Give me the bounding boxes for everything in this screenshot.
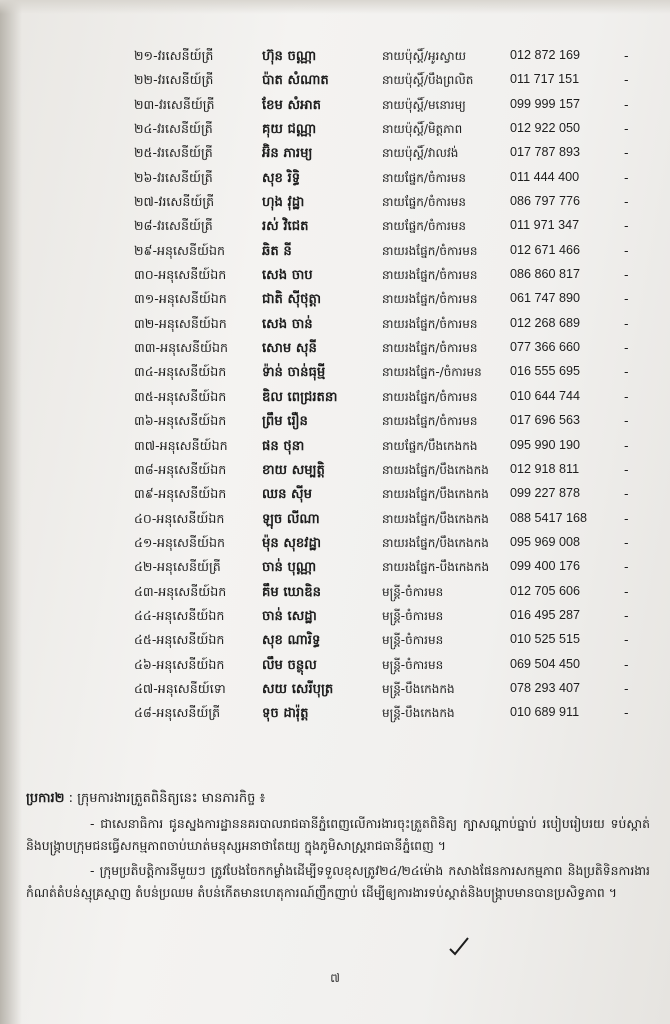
roster-number: ៤២-: [134, 559, 157, 575]
roster-name: គុយ ជណ្ណា: [262, 122, 317, 138]
roster-name: ខាយ សម្បត្តិ: [262, 462, 325, 478]
roster-rank: អនុសេនីយ៍ទោ: [157, 680, 226, 696]
roster-phone: 012 671 466: [510, 242, 581, 257]
roster-rank: អនុសេនីយ៍ឯក: [158, 388, 227, 404]
roster-number: ២៩-: [134, 242, 157, 258]
roster-number: ២៤-: [134, 121, 157, 137]
roster-rank: អនុសេនីយ៍ឯក: [158, 267, 227, 283]
roster-phone: 010 525 515: [510, 632, 581, 647]
roster-row: [0, 582, 670, 606]
roster-phone: 011 717 151: [510, 72, 580, 87]
roster-number: ២៣-: [134, 96, 159, 112]
roster-note: -: [624, 291, 629, 307]
roster-role: នាយរងផ្នែក/ចំការមន: [382, 268, 478, 283]
roster-number-rank: [134, 48, 213, 67]
roster-row: [0, 630, 670, 654]
roster-name: សុខ ណារិទ្ធ: [262, 633, 321, 649]
roster-role: នាយប៉ុស្តិ៍/បឹងព្រលិត: [382, 73, 474, 88]
roster-name: ហុង វុដ្ឋា: [262, 195, 305, 211]
roster-name: សុខ រិទ្ធិ: [262, 170, 301, 186]
roster-role: នាយរងផ្នែក/បឹងកេងកង: [382, 511, 489, 526]
roster-role: នាយរងផ្នែក/ចំការមន: [382, 341, 478, 356]
roster-number-rank: [134, 194, 214, 213]
roster-rank: អនុសេនីយ៍ត្រី: [156, 705, 221, 721]
roster-role: មន្ត្រី-ចំការមន: [382, 608, 444, 623]
roster-note: -: [624, 315, 629, 331]
roster-number-rank: [134, 364, 226, 383]
roster-phone: 012 922 050: [510, 121, 581, 136]
roster-number: ២១-: [134, 48, 158, 63]
roster-number: ៤៣-: [134, 583, 159, 599]
roster-name: គឹម ឃោឌិន: [262, 584, 322, 600]
roster-number: ៤៦-: [134, 656, 157, 672]
roster-row: [0, 484, 670, 508]
roster-number: ៣៩-: [134, 486, 159, 502]
article-paragraph-2: - ក្រុមប្រតិបត្តិការនីមួយៗ ត្រូវបែងចែកកម្លាំងដើម្បីទទួលខុសត្រូវ២៤/២៤ម៉ោង កសាងផែនការសកម្មភាព និងប្រតិទិនការងារ កំណត់តំបន់ស្មុគ្រស្មាញ តំបន់ប្រឈម តំបន់កើតមានហេតុការណ៍ញឹកញាប់ ដើម្បីឲ្យការងារទប់ស្កាត់និងបង្ក្រាបមានបានប្រសិទ្ធភាព ។: [26, 863, 650, 900]
roster-phone: 012 268 689: [510, 315, 581, 330]
roster-row: [0, 703, 670, 727]
roster-phone: 069 504 450: [510, 656, 581, 671]
roster-number-rank: [134, 608, 224, 627]
roster-role: នាយរងផ្នែក/ចំការមន: [382, 389, 478, 404]
roster-role: នាយប៉ុស្តិ៍/វាលវង់: [382, 146, 459, 161]
roster-rank: អនុសេនីយ៍ឯក: [158, 486, 227, 502]
roster-number-rank: [134, 121, 213, 140]
article-heading-text: ក្រុមការងារត្រួតពិនិត្យនេះ មានភារកិច្ច ៖: [77, 791, 266, 806]
roster-name: សេង ចាន់: [262, 316, 313, 332]
roster-phone: 016 555 695: [510, 364, 581, 379]
roster-name: ទុច ដារ៉ុត្ត: [262, 706, 309, 722]
roster-rank: វរសេនីយ៍ត្រី: [157, 48, 214, 63]
roster-note: -: [624, 96, 629, 112]
roster-row: [0, 241, 670, 265]
roster-number-rank: [134, 438, 228, 457]
roster-phone: 099 400 176: [510, 559, 581, 574]
roster-role: នាយប៉ុស្តិ៍/មិត្តភាព: [382, 122, 463, 137]
roster-number-rank: [134, 316, 227, 335]
roster-role: នាយផ្នែក/ចំការមន: [382, 219, 467, 234]
roster-note: -: [624, 218, 629, 234]
article-label: ប្រការ២: [26, 791, 65, 806]
roster-number-rank: [134, 243, 225, 262]
roster-role: នាយប៉ុស្តិ៍/មនោរម្យ: [382, 97, 466, 112]
roster-note: -: [624, 340, 629, 356]
roster-number: ២៧-: [134, 194, 159, 210]
roster-row: [0, 119, 670, 143]
roster-row: [0, 387, 670, 411]
roster-role: នាយរងផ្នែក/បឹងកេងកង: [382, 487, 489, 502]
roster-number: ៣១-: [134, 291, 159, 307]
roster-number: ៤៤-: [134, 607, 157, 623]
roster-number: ៣៨-: [134, 461, 159, 477]
roster-row: [0, 289, 670, 313]
roster-rank: អនុសេនីយ៍ឯក: [156, 632, 225, 648]
roster-rank: អនុសេនីយ៍ឯក: [156, 656, 225, 672]
roster-phone: 012 918 811: [510, 461, 580, 476]
roster-rank: អនុសេនីយ៍ឯក: [158, 413, 227, 429]
roster-row: [0, 70, 670, 94]
roster-number: ៣៤-: [134, 364, 159, 380]
roster-number-rank: [134, 340, 228, 359]
roster-rank: អនុសេនីយ៍ឯក: [158, 364, 227, 380]
roster-phone: 011 444 400: [510, 169, 580, 184]
page-number: ៧: [330, 971, 340, 985]
roster-row: [0, 362, 670, 386]
roster-rank: អនុសេនីយ៍ឯក: [157, 534, 225, 550]
roster-name: ម៉ុន សុខវដ្ឋា: [262, 535, 322, 551]
roster-note: -: [624, 705, 629, 721]
roster-note: -: [624, 461, 629, 477]
roster-row: [0, 95, 670, 119]
roster-name: ទ៉ាន់ ចាន់ធុម្មី: [262, 365, 326, 381]
roster-name: ឡុច លីណា: [262, 511, 320, 527]
roster-role: នាយផ្នែក/ចំការមន: [382, 170, 467, 185]
roster-number: ៣៧-: [134, 437, 160, 453]
roster-rank: អនុសេនីយ៍ឯក: [160, 340, 229, 356]
roster-name: អ៊ិន ភារម្យ: [262, 146, 313, 162]
roster-number: ៣០-: [134, 267, 159, 283]
roster-rank: វរសេនីយ៍ត្រី: [157, 72, 214, 88]
roster-role: មន្ត្រី-ចំការមន: [382, 657, 444, 672]
roster-number-rank: [134, 535, 225, 554]
roster-phone: 086 860 817: [510, 267, 581, 282]
roster-number: ៤៥-: [134, 632, 157, 648]
roster-phone: 095 990 190: [510, 437, 581, 452]
roster-number: ៣៦-: [134, 413, 159, 429]
roster-name: លឹម ចន្ថុល: [262, 657, 317, 673]
roster-row: [0, 265, 670, 289]
roster-name: សោម សុនី: [262, 341, 317, 357]
roster-name: ប៉ាត សំណាត: [262, 73, 329, 89]
roster-phone: 016 495 287: [510, 607, 581, 622]
roster-name: ហ៊ុន ចណ្ណា: [262, 49, 317, 64]
roster-phone: 012 872 169: [510, 48, 581, 62]
roster-row: [0, 143, 670, 167]
roster-rank: វរសេនីយ៍ត្រី: [157, 169, 213, 185]
roster-phone: 078 293 407: [510, 680, 581, 695]
roster-phone: 077 366 660: [510, 340, 581, 355]
roster-role: នាយរងផ្នែក/ចំការមន: [382, 243, 478, 258]
roster-row: [0, 655, 670, 679]
roster-name: ឌិល ពេជ្ររតនា: [262, 389, 338, 405]
roster-number-rank: [134, 559, 221, 578]
roster-number-rank: [134, 462, 226, 481]
roster-role: នាយរងផ្នែក/បឹងកេងកង: [382, 462, 489, 477]
roster-row: [0, 192, 670, 216]
article-paragraph-1: - ជាសេនាធិការ ជូនស្នងការដ្ឋាននគរបាលរាជធានីភ្នំពេញលើការងារចុះត្រួតពិនិត្យ ក្បាសណ្តាប់ធ្នាប់ របៀបរៀបរយ ទប់ស្កាត់និងបង្ក្រាបក្រុមជនធ្វើសកម្មភាពចាប់ឃាត់មនុស្សអនាថាតែយ្យ ក្នុងភូមិសាស្ត្ររាជធានីភ្នំពេញ ។: [26, 816, 650, 853]
roster-role: នាយប៉ុស្តិ៍/អូរស្វាយ: [382, 49, 467, 63]
roster-row: [0, 557, 670, 581]
roster-row: [0, 411, 670, 435]
roster-note: -: [624, 437, 629, 453]
roster-number-rank: [134, 486, 226, 505]
roster-rank: អនុសេនីយ៍ឯក: [157, 242, 225, 258]
roster-number-rank: [134, 97, 215, 116]
roster-number: ៣៣-: [134, 340, 161, 356]
roster-name: រស់ វិជេត: [262, 219, 309, 235]
roster-name: ជាតិ ស៊ីថុត្តា: [262, 292, 322, 308]
roster-phone: 086 797 776: [510, 194, 581, 209]
roster-number: ២៨-: [134, 218, 157, 234]
roster-note: -: [624, 486, 629, 502]
roster-role: មន្ត្រី-ចំការមន: [382, 584, 444, 599]
roster-name: ខែម សំអាត: [262, 97, 322, 113]
roster-name: ឆិត នី: [262, 243, 292, 259]
roster-number: ៤០-: [134, 510, 157, 526]
roster-number-rank: [134, 389, 226, 408]
roster-note: -: [624, 583, 629, 599]
roster-row: [0, 216, 670, 240]
roster-number: ២២-: [134, 72, 158, 88]
roster-number-rank: [134, 632, 224, 651]
roster-role: នាយរងផ្នែក/ចំការមន: [382, 292, 478, 307]
roster-role: មន្ត្រី-បឹងកេងកង: [382, 706, 455, 721]
roster-name: ចាន់ បុណ្ណា: [262, 560, 317, 576]
roster-note: -: [624, 632, 629, 648]
roster-note: -: [624, 364, 629, 380]
roster-role: នាយរងផ្នែក/ចំការមន: [382, 414, 478, 429]
article-2-section: [26, 790, 650, 903]
roster-phone: 017 696 563: [510, 413, 581, 428]
roster-row: [0, 533, 670, 557]
roster-phone: 010 689 911: [510, 705, 580, 720]
roster-number-rank: [134, 511, 224, 530]
roster-row: [0, 679, 670, 703]
roster-number-rank: [134, 72, 213, 91]
roster-note: -: [624, 72, 629, 88]
roster-row: [0, 314, 670, 338]
roster-number-rank: [134, 681, 226, 700]
roster-number: ២៦-: [134, 169, 157, 185]
roster-name: ព្រឹម រឿន: [262, 414, 308, 430]
roster-rank: វរសេនីយ៍ត្រី: [157, 218, 213, 234]
roster-row: [0, 606, 670, 630]
roster-rank: វរសេនីយ៍ត្រី: [157, 121, 213, 137]
roster-number-rank: [134, 584, 226, 603]
roster-phone: 099 227 878: [510, 486, 581, 501]
roster-note: -: [624, 510, 629, 526]
roster-note: -: [624, 607, 629, 623]
roster-rank: អនុសេនីយ៍ឯក: [158, 583, 227, 599]
roster-note: -: [624, 242, 629, 258]
roster-rank: អនុសេនីយ៍ឯក: [156, 510, 225, 526]
roster-rank: អនុសេនីយ៍ត្រី: [157, 559, 221, 575]
roster-row: [0, 436, 670, 460]
roster-rank: អនុសេនីយ៍ឯក: [158, 315, 227, 331]
roster-note: -: [624, 48, 629, 63]
roster-number-rank: [134, 705, 220, 724]
roster-role: នាយផ្នែក/ចំការមន: [382, 195, 467, 210]
page-top-edge: [0, 0, 670, 14]
roster-number-rank: [134, 218, 213, 237]
roster-row: [0, 460, 670, 484]
roster-note: -: [624, 680, 629, 696]
roster-role: មន្ត្រី-បឹងកេងកង: [382, 681, 455, 696]
roster-note: -: [624, 194, 629, 210]
article-separator: :: [68, 791, 73, 806]
roster-note: -: [624, 388, 629, 404]
roster-rank: អនុសេនីយ៍ឯក: [156, 607, 225, 623]
roster-name: សយ សេរីបុត្រ: [262, 681, 334, 697]
roster-number-rank: [134, 657, 224, 676]
roster-role: នាយរងផ្នែក-បឹងកេងកង: [382, 560, 490, 575]
roster-note: -: [624, 413, 629, 429]
roster-role: នាយរងផ្នែក/បឹងកេងកង: [382, 535, 489, 550]
roster-rank: អនុសេនីយ៍ឯក: [158, 291, 227, 307]
roster-phone: 061 747 890: [510, 291, 581, 306]
roster-phone: 012 705 606: [510, 583, 581, 598]
roster-number-rank: [134, 170, 213, 189]
roster-number: ៣៥-: [134, 388, 159, 404]
roster-row: [0, 46, 670, 70]
roster-name: ឈន ស៊ីម: [262, 487, 312, 503]
roster-note: -: [624, 145, 629, 161]
officer-roster: [0, 46, 670, 728]
roster-role: នាយរងផ្នែក-/ចំការមន: [382, 365, 482, 380]
roster-role: នាយផ្នែក/បឹងកេងកង: [382, 438, 478, 453]
roster-row: [0, 338, 670, 362]
roster-note: -: [624, 559, 629, 575]
roster-role: នាយរងផ្នែក/ចំការមន: [382, 316, 478, 331]
roster-number: ៤៨-: [134, 705, 157, 721]
roster-note: -: [624, 534, 629, 550]
roster-phone: 010 644 744: [510, 388, 581, 403]
roster-note: -: [624, 656, 629, 672]
roster-name: សេង ចាប: [262, 268, 313, 284]
roster-name: ចាន់ សេដ្ឋា: [262, 608, 317, 624]
roster-phone: 017 787 893: [510, 145, 581, 160]
roster-rank: អនុសេនីយ៍ឯក: [159, 437, 228, 453]
roster-rank: វរសេនីយ៍ត្រី: [158, 194, 215, 210]
roster-row: [0, 168, 670, 192]
roster-note: -: [624, 267, 629, 283]
handwritten-tick-mark: [448, 935, 470, 957]
roster-rank: វរសេនីយ៍ត្រី: [157, 145, 213, 161]
roster-number-rank: [134, 145, 213, 164]
roster-number: ៤១-: [134, 534, 157, 550]
roster-phone: 088 5417 168: [510, 510, 588, 525]
roster-number: ២៥-: [134, 145, 157, 161]
roster-phone: 095 969 008: [510, 534, 581, 549]
roster-note: -: [624, 121, 629, 137]
roster-phone: 099 999 157: [510, 96, 581, 111]
roster-row: [0, 509, 670, 533]
roster-number-rank: [134, 267, 226, 286]
roster-rank: វរសេនីយ៍ត្រី: [158, 96, 215, 112]
roster-role: មន្ត្រី-ចំការមន: [382, 633, 444, 648]
roster-rank: អនុសេនីយ៍ឯក: [158, 461, 227, 477]
article-2-heading: [26, 790, 650, 809]
roster-number-rank: [134, 291, 227, 310]
roster-phone: 011 971 347: [510, 218, 580, 233]
roster-name: ផន ថុនា: [262, 438, 305, 454]
roster-number-rank: [134, 413, 226, 432]
roster-number: ៣២-: [134, 315, 159, 331]
roster-number: ៤៧-: [134, 680, 158, 696]
roster-note: -: [624, 169, 629, 185]
